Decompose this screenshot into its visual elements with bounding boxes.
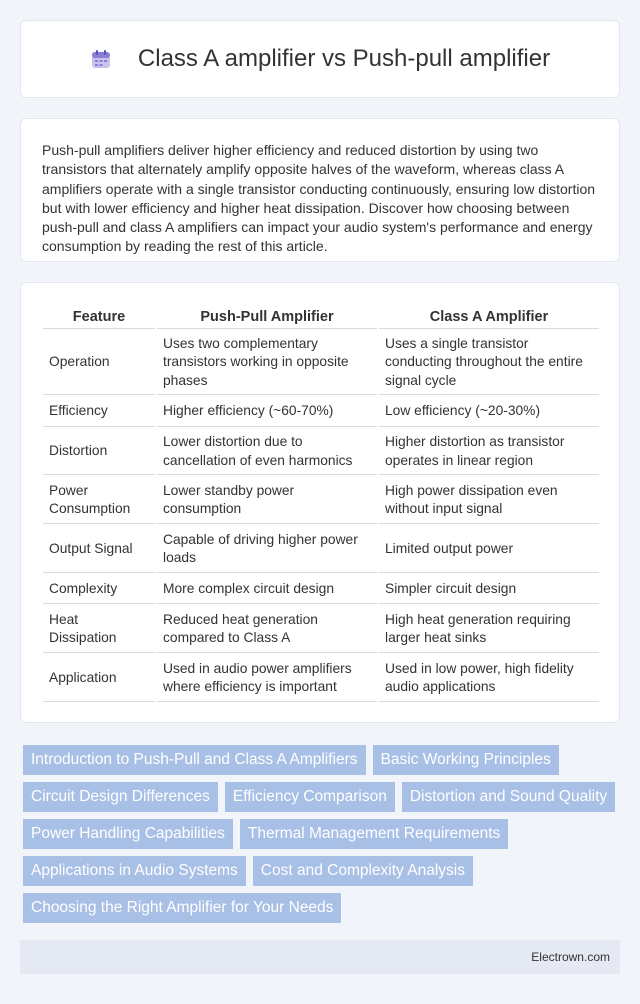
- class-a-cell: Uses a single transistor conducting throughout the entire signal cycle: [379, 329, 599, 395]
- footer: [20, 940, 620, 974]
- feature-cell: Distortion: [43, 427, 155, 475]
- table-row: [43, 604, 599, 653]
- table-row: [43, 573, 599, 604]
- feature-cell: Operation: [43, 329, 155, 395]
- topic-tag[interactable]: Introduction to Push-Pull and Class A Amplifiers: [23, 745, 366, 775]
- comparison-table: [41, 303, 601, 702]
- topic-tag[interactable]: Efficiency Comparison: [225, 782, 395, 812]
- topic-tag[interactable]: Power Handling Capabilities: [23, 819, 233, 849]
- push-pull-cell: Higher efficiency (~60-70%): [157, 395, 377, 427]
- class-a-cell: Simpler circuit design: [379, 573, 599, 604]
- table-row: [43, 653, 599, 702]
- class-a-cell: High power dissipation even without input signal: [379, 475, 599, 524]
- table-row: [43, 329, 599, 395]
- table-row: [43, 524, 599, 573]
- intro-paragraph: Push-pull amplifiers deliver higher efficiency and reduced distortion by using two transistors that alternately amplify opposite halves of the waveform, whereas class A amplifiers operate with a single transistor conducting continuously, ensuring low distortion but with lower efficiency and higher heat dissipation. Discover how choosing between push-pull and class A amplifiers can impact your audio system's performance and energy consumption by reading the rest of this article.: [42, 142, 596, 255]
- topic-tag[interactable]: Basic Working Principles: [373, 745, 559, 775]
- feature-cell: Complexity: [43, 573, 155, 604]
- class-a-cell: High heat generation requiring larger heat sinks: [379, 604, 599, 653]
- topic-tag[interactable]: Distortion and Sound Quality: [402, 782, 615, 812]
- topic-tags: [23, 745, 623, 923]
- header-feature: Feature: [43, 303, 155, 329]
- push-pull-cell: More complex circuit design: [157, 573, 377, 604]
- table-row: [43, 475, 599, 524]
- feature-cell: Heat Dissipation: [43, 604, 155, 653]
- topic-tag[interactable]: Circuit Design Differences: [23, 782, 218, 812]
- topic-tag[interactable]: Applications in Audio Systems: [23, 856, 246, 886]
- table-row: [43, 395, 599, 427]
- topic-tag[interactable]: Thermal Management Requirements: [240, 819, 508, 849]
- class-a-cell: Limited output power: [379, 524, 599, 573]
- header-class-a: Class A Amplifier: [379, 303, 599, 329]
- topic-tag[interactable]: Choosing the Right Amplifier for Your Needs: [23, 893, 341, 923]
- title-card: [20, 20, 620, 98]
- feature-cell: Application: [43, 653, 155, 702]
- push-pull-cell: Used in audio power amplifiers where efficiency is important: [157, 653, 377, 702]
- topic-tag[interactable]: Cost and Complexity Analysis: [253, 856, 473, 886]
- push-pull-cell: Lower standby power consumption: [157, 475, 377, 524]
- class-a-cell: Higher distortion as transistor operates in linear region: [379, 427, 599, 475]
- push-pull-cell: Reduced heat generation compared to Class A: [157, 604, 377, 653]
- class-a-cell: Low efficiency (~20-30%): [379, 395, 599, 427]
- footer-site-name[interactable]: Electrown.com: [531, 950, 610, 964]
- push-pull-cell: Capable of driving higher power loads: [157, 524, 377, 573]
- page-title: Class A amplifier vs Push-pull amplifier: [137, 45, 551, 72]
- intro-card: [20, 118, 620, 262]
- calendar-icon: [90, 48, 112, 70]
- class-a-cell: Used in low power, high fidelity audio applications: [379, 653, 599, 702]
- feature-cell: Power Consumption: [43, 475, 155, 524]
- table-row: [43, 427, 599, 475]
- header-push-pull: Push-Pull Amplifier: [157, 303, 377, 329]
- push-pull-cell: Uses two complementary transistors working in opposite phases: [157, 329, 377, 395]
- push-pull-cell: Lower distortion due to cancellation of even harmonics: [157, 427, 377, 475]
- table-header-row: [43, 303, 599, 329]
- comparison-table-card: [20, 282, 620, 723]
- feature-cell: Output Signal: [43, 524, 155, 573]
- feature-cell: Efficiency: [43, 395, 155, 427]
